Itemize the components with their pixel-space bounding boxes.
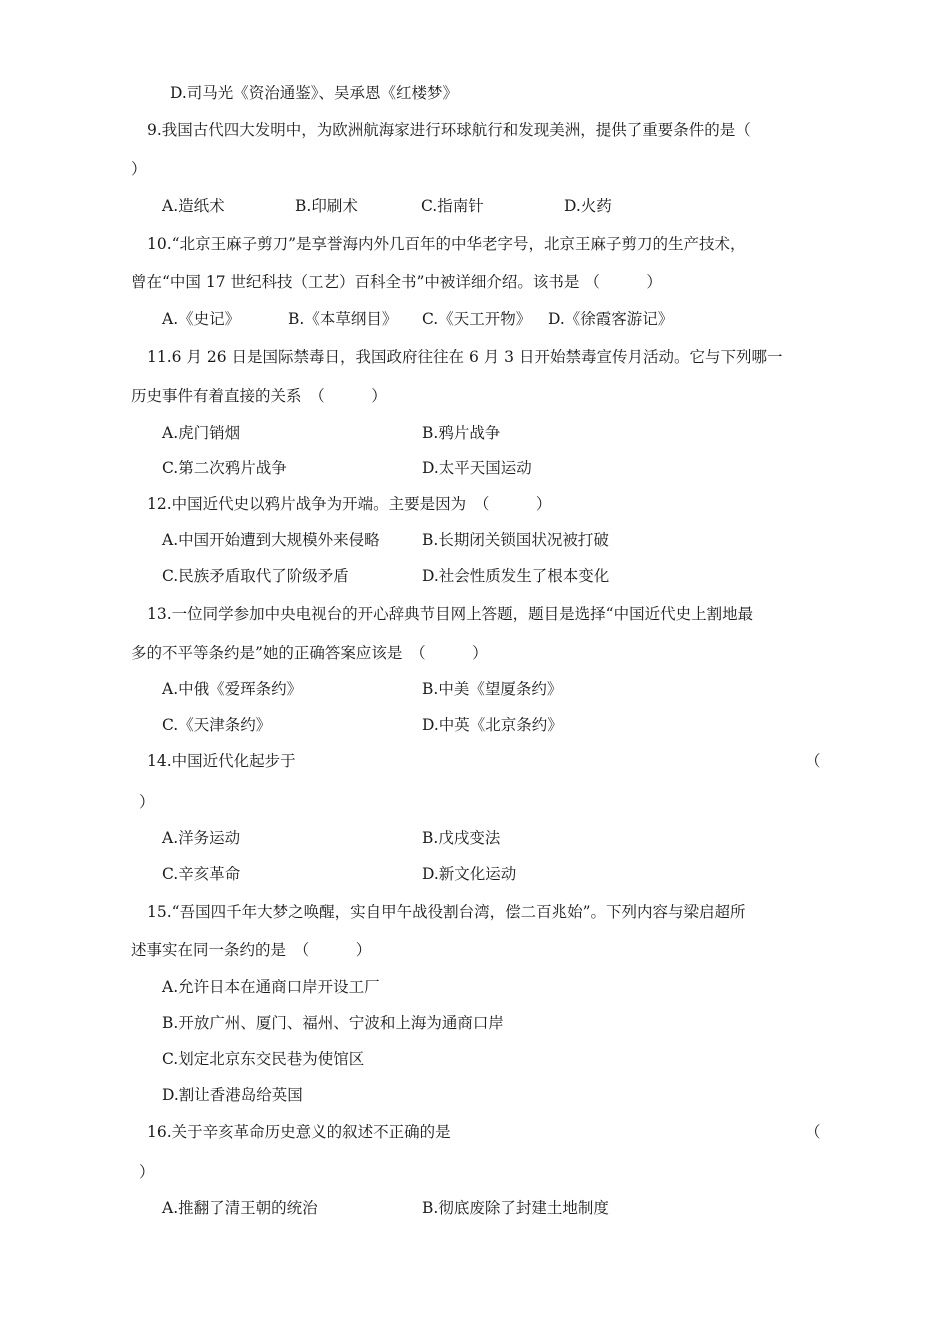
q13-option-d: D.中英《北京条约》	[422, 716, 563, 734]
q13-option-b: B.中美《望厦条约》	[422, 680, 563, 698]
q15-stem-line2: 述事实在同一条约的是 （ ）	[131, 941, 372, 959]
q14-option-a: A.洋务运动	[162, 829, 241, 847]
q14-option-d: D.新文化运动	[422, 865, 517, 883]
q8-option-d: D.司马光《资治通鉴》、吴承恩《红楼梦》	[170, 84, 459, 102]
q13-option-a: A.中俄《爱珲条约》	[162, 680, 303, 698]
q15-option-c: C.划定北京东交民巷为使馆区	[162, 1050, 365, 1068]
q14-answer-paren-open: （	[805, 752, 821, 770]
q12-option-a: A.中国开始遭到大规模外来侵略	[162, 531, 380, 549]
q13-stem-line1: 13.一位同学参加中央电视台的开心辞典节目网上答题，题目是选择“中国近代史上割地最	[147, 605, 754, 623]
q9-option-b: B.印刷术	[295, 197, 358, 215]
q9-option-d: D.火药	[564, 197, 612, 215]
q11-option-a: A.虎门销烟	[162, 424, 241, 442]
q16-option-a: A.推翻了清王朝的统治	[162, 1199, 318, 1217]
q14-stem-line1: 14.中国近代化起步于	[147, 752, 296, 770]
q10-stem-line1: 10.“北京王麻子剪刀”是享誉海内外几百年的中华老字号，北京王麻子剪刀的生产技术，	[147, 235, 746, 253]
q13-stem-line2: 多的不平等条约是”她的正确答案应该是 （ ）	[131, 644, 488, 662]
q15-option-a: A.允许日本在通商口岸开设工厂	[162, 978, 380, 996]
q15-option-d: D.割让香港岛给英国	[162, 1086, 303, 1104]
q16-answer-paren-open: （	[805, 1123, 821, 1141]
q10-option-d: D.《徐霞客游记》	[548, 310, 674, 328]
q10-stem-line2: 曾在“中国 17 世纪科技（工艺）百科全书”中被详细介绍。该书是 （ ）	[131, 273, 662, 291]
q11-option-b: B.鸦片战争	[422, 424, 501, 442]
q9-stem-line1: 9.我国古代四大发明中，为欧洲航海家进行环球航行和发现美洲，提供了重要条件的是（	[147, 121, 751, 139]
q10-option-a: A.《史记》	[162, 310, 241, 328]
q13-option-c: C.《天津条约》	[162, 716, 272, 734]
q11-stem-line1: 11.6 月 26 日是国际禁毒日，我国政府往往在 6 月 3 日开始禁毒宣传月活动。它与下列哪一	[147, 348, 783, 366]
q14-option-b: B.戊戌变法	[422, 829, 501, 847]
q12-option-d: D.社会性质发生了根本变化	[422, 567, 610, 585]
q9-option-c: C.指南针	[421, 197, 484, 215]
q16-stem-line2: ）	[139, 1163, 155, 1181]
q11-option-c: C.第二次鸦片战争	[162, 459, 287, 477]
q12-stem-line1: 12.中国近代史以鸦片战争为开端。主要是因为 （ ）	[147, 495, 552, 513]
q9-option-a: A.造纸术	[162, 197, 225, 215]
q11-option-d: D.太平天国运动	[422, 459, 532, 477]
q16-option-b: B.彻底废除了封建土地制度	[422, 1199, 609, 1217]
q14-stem-line2: ）	[139, 793, 155, 811]
q12-option-c: C.民族矛盾取代了阶级矛盾	[162, 567, 349, 585]
q10-option-b: B.《本草纲目》	[288, 310, 398, 328]
q10-option-c: C.《天工开物》	[422, 310, 532, 328]
q11-stem-line2: 历史事件有着直接的关系 （ ）	[131, 387, 387, 405]
q16-stem-line1: 16.关于辛亥革命历史意义的叙述不正确的是	[147, 1123, 451, 1141]
q15-stem-line1: 15.“吾国四千年大梦之唤醒，实自甲午战役割台湾，偿二百兆始”。下列内容与梁启超所	[147, 903, 746, 921]
q9-stem-line2: ）	[131, 160, 147, 178]
q12-option-b: B.长期闭关锁国状况被打破	[422, 531, 609, 549]
q14-option-c: C.辛亥革命	[162, 865, 241, 883]
q15-option-b: B.开放广州、厦门、福州、宁波和上海为通商口岸	[162, 1014, 504, 1032]
